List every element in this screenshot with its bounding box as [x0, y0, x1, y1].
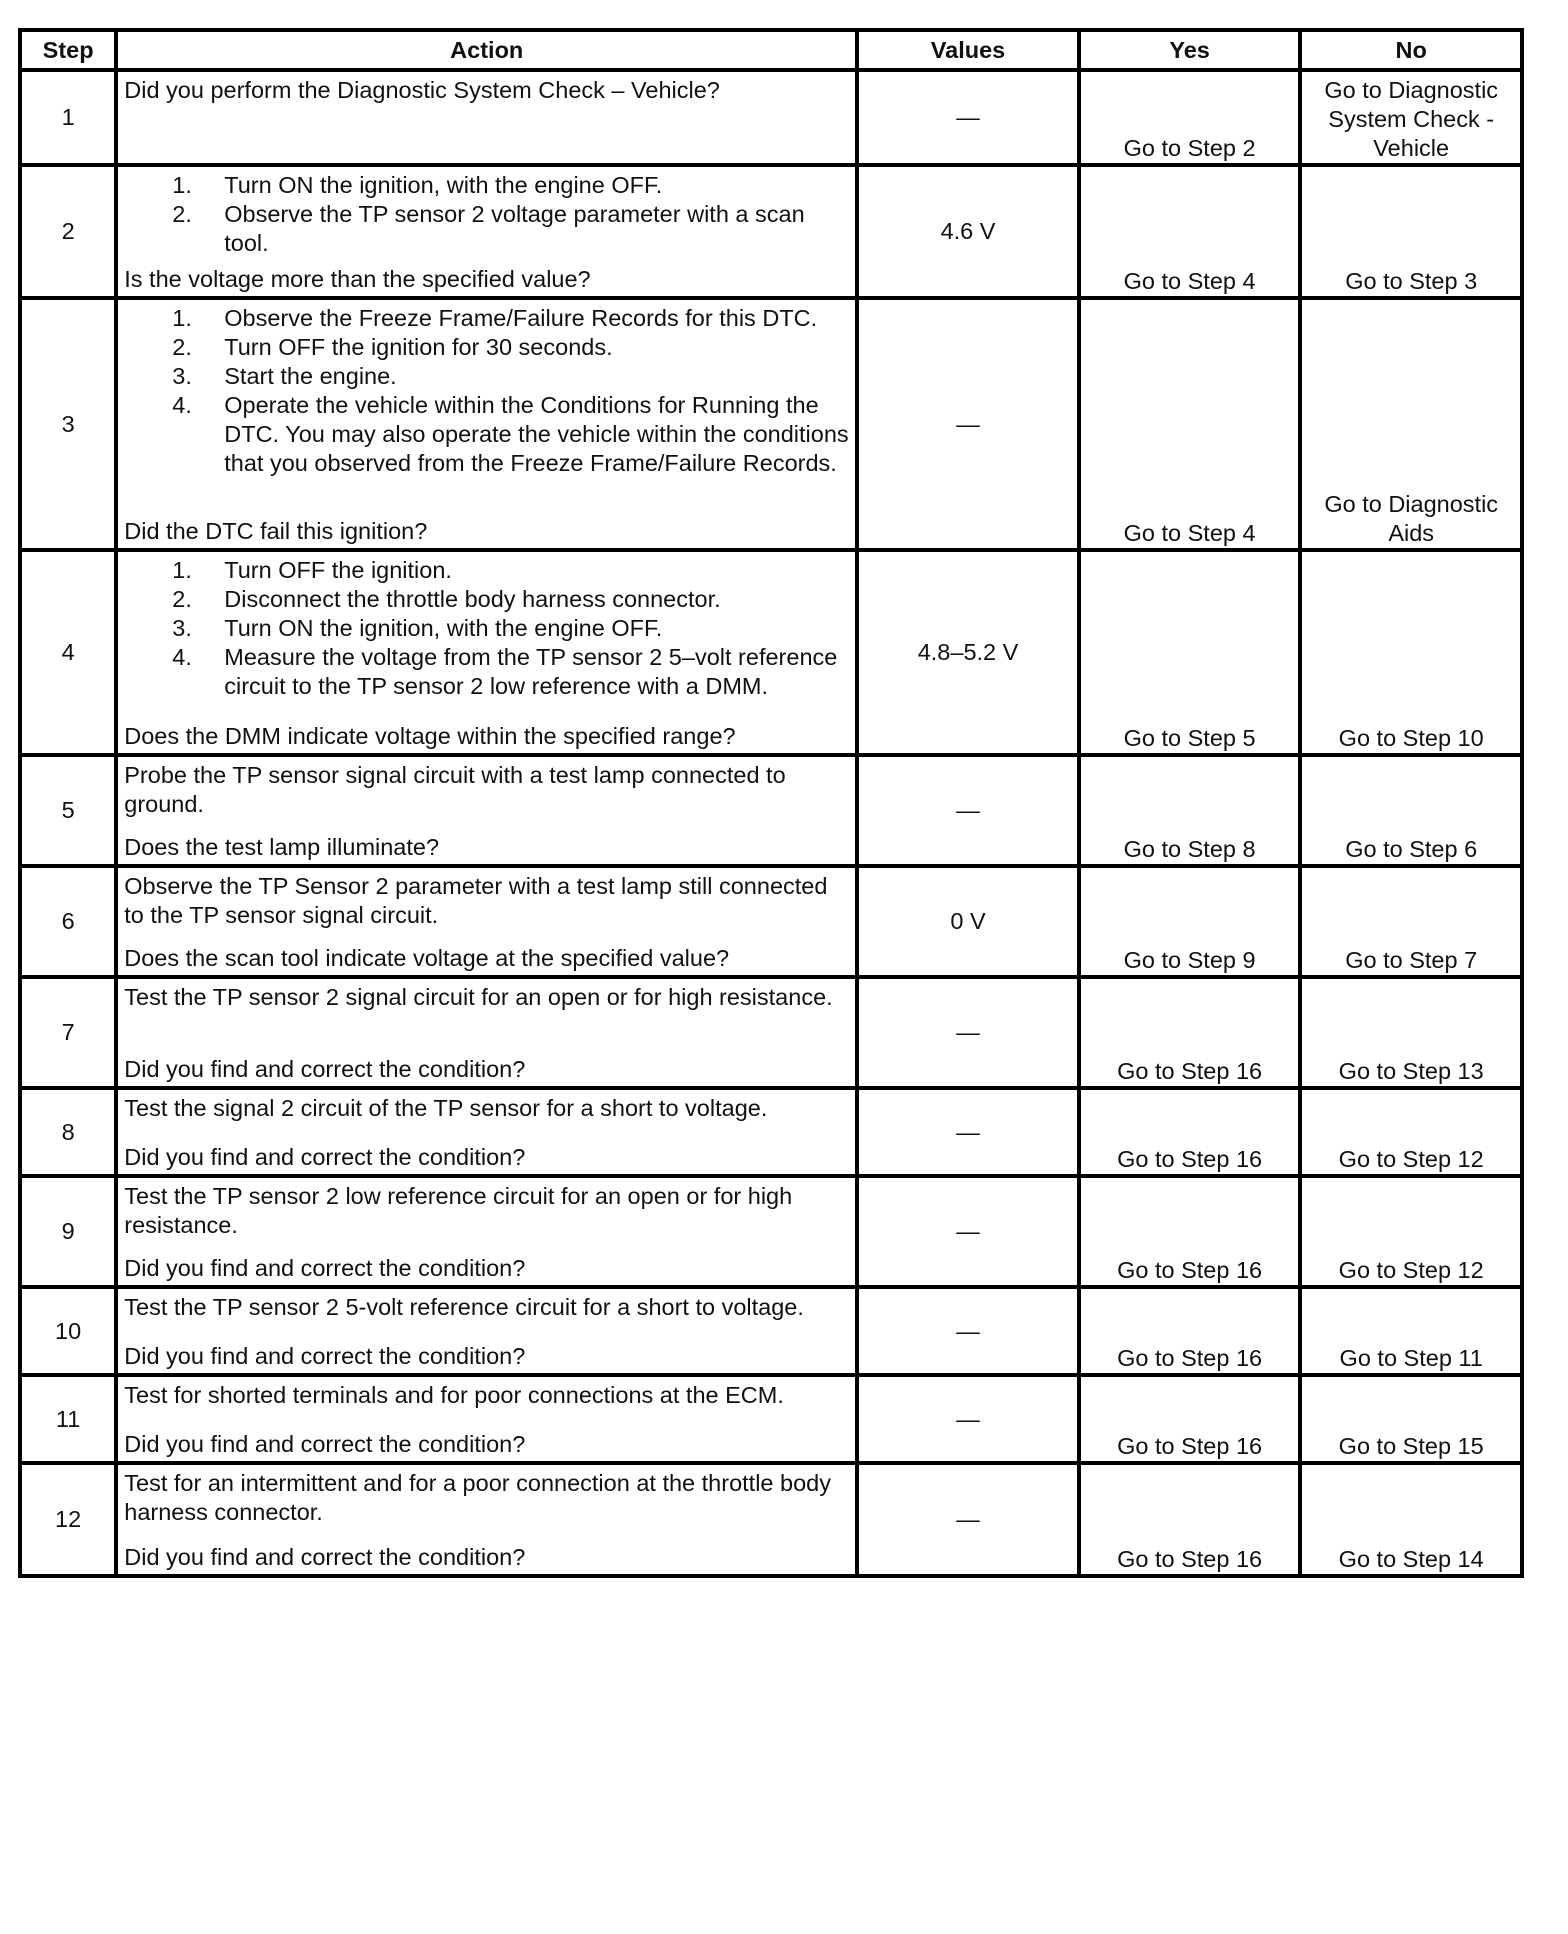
no-action: Go to Step 12	[1300, 1088, 1522, 1176]
action-cell	[116, 298, 857, 550]
substep-text: Turn OFF the ignition.	[224, 557, 452, 583]
substep-item	[124, 362, 849, 391]
step-number: 1	[20, 70, 116, 165]
action-question: Does the test lamp illuminate?	[124, 834, 440, 860]
substep-text: Turn ON the ignition, with the engine OFF.	[224, 615, 663, 641]
substep-list	[124, 171, 849, 258]
spec-value: —	[857, 298, 1079, 550]
header-yes: Yes	[1079, 30, 1301, 70]
substep-item	[124, 200, 849, 258]
substep-number: 4.	[172, 644, 192, 670]
yes-action: Go to Step 4	[1079, 165, 1301, 298]
table-row	[20, 1463, 1522, 1576]
substep-item	[124, 585, 849, 614]
action-question: Is the voltage more than the specified value?	[124, 266, 591, 292]
no-action: Go to Step 13	[1300, 977, 1522, 1088]
table-body	[20, 70, 1522, 1576]
action-instruction: Test the signal 2 circuit of the TP sensor for a short to voltage.	[124, 1095, 768, 1121]
action-instruction: Did you perform the Diagnostic System Check – Vehicle?	[124, 77, 720, 103]
substep-text: Turn ON the ignition, with the engine OFF.	[224, 172, 663, 198]
spec-value: —	[857, 1088, 1079, 1176]
action-cell	[116, 1176, 857, 1287]
substep-item	[124, 171, 849, 200]
spec-value: —	[857, 70, 1079, 165]
table-row	[20, 1375, 1522, 1463]
no-action: Go to Step 15	[1300, 1375, 1522, 1463]
substep-text: Observe the Freeze Frame/Failure Records for this DTC.	[224, 305, 818, 331]
no-action: Go to Step 3	[1300, 165, 1522, 298]
diagnostic-table	[18, 28, 1524, 1578]
action-instruction: Test for an intermittent and for a poor connection at the throttle body harness connector.	[124, 1470, 831, 1525]
substep-number: 2.	[172, 334, 192, 360]
action-instruction: Test the TP sensor 2 5-volt reference circuit for a short to voltage.	[124, 1294, 804, 1320]
action-cell	[116, 755, 857, 866]
yes-action: Go to Step 16	[1079, 1088, 1301, 1176]
action-instruction: Test for shorted terminals and for poor connections at the ECM.	[124, 1382, 784, 1408]
step-number: 10	[20, 1287, 116, 1375]
step-number: 5	[20, 755, 116, 866]
step-number: 4	[20, 550, 116, 755]
action-question: Did you find and correct the condition?	[124, 1431, 526, 1457]
substep-number: 4.	[172, 392, 192, 418]
step-number: 8	[20, 1088, 116, 1176]
table-row	[20, 1287, 1522, 1375]
header-action: Action	[116, 30, 857, 70]
action-question: Did you find and correct the condition?	[124, 1056, 526, 1082]
yes-action: Go to Step 2	[1079, 70, 1301, 165]
no-action: Go to Step 10	[1300, 550, 1522, 755]
substep-number: 1.	[172, 557, 192, 583]
substep-text: Operate the vehicle within the Conditions for Running the DTC. You may also operate the vehicle within the conditions that you observed from the Freeze Frame/Failure Records.	[224, 392, 849, 476]
substep-item	[124, 556, 849, 585]
yes-action: Go to Step 16	[1079, 1176, 1301, 1287]
spec-value: —	[857, 977, 1079, 1088]
action-cell	[116, 1088, 857, 1176]
action-cell	[116, 165, 857, 298]
substep-text: Turn OFF the ignition for 30 seconds.	[224, 334, 613, 360]
table-row	[20, 755, 1522, 866]
header-no: No	[1300, 30, 1522, 70]
step-number: 2	[20, 165, 116, 298]
spec-value: —	[857, 755, 1079, 866]
substep-number: 3.	[172, 363, 192, 389]
no-action: Go to Step 7	[1300, 866, 1522, 977]
spec-value: —	[857, 1176, 1079, 1287]
action-question: Does the scan tool indicate voltage at the specified value?	[124, 945, 730, 971]
spec-value: 4.6 V	[857, 165, 1079, 298]
no-action: Go to Step 11	[1300, 1287, 1522, 1375]
action-question: Did the DTC fail this ignition?	[124, 518, 428, 544]
action-cell	[116, 550, 857, 755]
substep-item	[124, 391, 849, 478]
spec-value: —	[857, 1375, 1079, 1463]
substep-item	[124, 614, 849, 643]
yes-action: Go to Step 8	[1079, 755, 1301, 866]
yes-action: Go to Step 16	[1079, 1287, 1301, 1375]
substep-list	[124, 304, 849, 478]
spec-value: 4.8–5.2 V	[857, 550, 1079, 755]
yes-action: Go to Step 9	[1079, 866, 1301, 977]
substep-number: 3.	[172, 615, 192, 641]
no-action: Go to Step 12	[1300, 1176, 1522, 1287]
table-row	[20, 298, 1522, 550]
substep-item	[124, 304, 849, 333]
substep-text: Observe the TP sensor 2 voltage parameter with a scan tool.	[224, 201, 805, 256]
action-cell	[116, 977, 857, 1088]
substep-number: 1.	[172, 305, 192, 331]
action-instruction: Test the TP sensor 2 low reference circuit for an open or for high resistance.	[124, 1183, 793, 1238]
table-row	[20, 70, 1522, 165]
header-row	[20, 30, 1522, 70]
step-number: 6	[20, 866, 116, 977]
table-row	[20, 550, 1522, 755]
table-row	[20, 866, 1522, 977]
step-number: 7	[20, 977, 116, 1088]
substep-text: Measure the voltage from the TP sensor 2 5–volt reference circuit to the TP sensor 2 low reference with a DMM.	[224, 644, 838, 699]
action-cell	[116, 1287, 857, 1375]
action-instruction: Test the TP sensor 2 signal circuit for an open or for high resistance.	[124, 984, 833, 1010]
yes-action: Go to Step 16	[1079, 977, 1301, 1088]
action-question: Did you find and correct the condition?	[124, 1544, 526, 1570]
table-row	[20, 165, 1522, 298]
substep-number: 1.	[172, 172, 192, 198]
substep-text: Disconnect the throttle body harness connector.	[224, 586, 721, 612]
no-action: Go to Step 14	[1300, 1463, 1522, 1576]
step-number: 3	[20, 298, 116, 550]
step-number: 12	[20, 1463, 116, 1576]
no-action: Go to Diagnostic Aids	[1300, 298, 1522, 550]
no-action: Go to Step 6	[1300, 755, 1522, 866]
table-row	[20, 1176, 1522, 1287]
spec-value: —	[857, 1287, 1079, 1375]
action-question: Did you find and correct the condition?	[124, 1343, 526, 1369]
substep-number: 2.	[172, 201, 192, 227]
yes-action: Go to Step 5	[1079, 550, 1301, 755]
substep-item	[124, 643, 849, 701]
no-action: Go to Diagnostic System Check - Vehicle	[1300, 70, 1522, 165]
yes-action: Go to Step 16	[1079, 1375, 1301, 1463]
spec-value: 0 V	[857, 866, 1079, 977]
table-row	[20, 1088, 1522, 1176]
action-question: Did you find and correct the condition?	[124, 1144, 526, 1170]
table-row	[20, 977, 1522, 1088]
spec-value: —	[857, 1463, 1079, 1576]
action-cell	[116, 1463, 857, 1576]
substep-list	[124, 556, 849, 701]
yes-action: Go to Step 4	[1079, 298, 1301, 550]
action-instruction: Observe the TP Sensor 2 parameter with a test lamp still connected to the TP sensor signal circuit.	[124, 873, 828, 928]
action-question: Does the DMM indicate voltage within the specified range?	[124, 723, 736, 749]
header-values: Values	[857, 30, 1079, 70]
step-number: 11	[20, 1375, 116, 1463]
substep-number: 2.	[172, 586, 192, 612]
header-step: Step	[20, 30, 116, 70]
action-cell	[116, 1375, 857, 1463]
action-instruction: Probe the TP sensor signal circuit with a test lamp connected to ground.	[124, 762, 786, 817]
action-cell	[116, 70, 857, 165]
substep-text: Start the engine.	[224, 363, 397, 389]
yes-action: Go to Step 16	[1079, 1463, 1301, 1576]
action-cell	[116, 866, 857, 977]
step-number: 9	[20, 1176, 116, 1287]
substep-item	[124, 333, 849, 362]
action-question: Did you find and correct the condition?	[124, 1255, 526, 1281]
